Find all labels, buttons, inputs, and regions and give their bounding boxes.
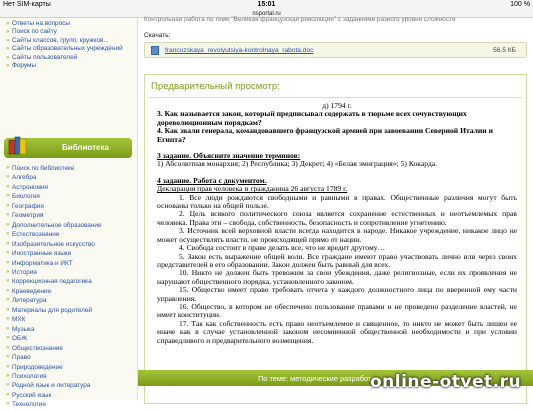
bullet-icon: » — [6, 174, 10, 181]
related-materials-label: По теме: методические разработки... — [258, 374, 385, 383]
bullet-icon: » — [6, 29, 10, 36]
main-content — [138, 18, 533, 400]
bullet-icon: » — [6, 382, 10, 389]
preview-panel — [144, 74, 527, 404]
article-4: 4. Свобода состоит в праве делать все, что не вредит другому… — [179, 243, 386, 253]
battery-indicator: 100 % — [510, 1, 530, 8]
bullet-icon: » — [6, 193, 10, 200]
divider — [149, 97, 522, 98]
sidebar-link[interactable]: » Форумы — [6, 62, 37, 70]
library-link[interactable]: » Право — [6, 354, 31, 362]
bullet-icon: » — [6, 63, 10, 70]
library-link[interactable]: » Биология — [6, 193, 40, 201]
bullet-icon: » — [6, 202, 10, 209]
article-2: 2. Цель всякого политического союза является сохранение естественных и неотъемлемых прав человека. Права эти – свобода, собственность, безопасность и сопротивление угнетению. — [157, 209, 517, 227]
bullet-icon: » — [6, 325, 10, 332]
library-header[interactable] — [4, 138, 132, 158]
library-links — [2, 164, 134, 410]
library-link[interactable]: » Алгебра — [6, 174, 37, 182]
task-4-document-title: Декларация прав человека и гражданина 26 августа 1789 г. — [157, 184, 348, 194]
bullet-icon: » — [6, 268, 10, 275]
books-icon — [7, 134, 29, 156]
library-link[interactable]: » Музыка — [6, 325, 35, 333]
article-10: 10. Никто не должен быть тревожим за свои убеждения, даже религиозные, если их проявления не нарушают общественного порядка, установленного законом. — [157, 268, 517, 286]
bullet-icon: » — [6, 372, 10, 379]
bullet-icon: » — [6, 37, 10, 44]
status-bar — [0, 0, 533, 10]
address-bar[interactable]: nsportal.ru — [0, 10, 533, 18]
library-link[interactable]: » Материалы для родителей — [6, 306, 93, 314]
sidebar-link[interactable]: » Сайты классов, групп, кружков... — [6, 36, 109, 44]
question-4: 4. Как звали генерала, командовавшего французской армией при завоевании Северной Италии и Египта? — [157, 126, 493, 144]
library-title: Библиотека — [62, 143, 109, 152]
article-17: 17. Так как собственность есть право неотъемлемое и священное, то никто не может быть лишен ее иначе как в случае установленной законом несомненной общественной необходимости и при условии справедливого и предварительного возмещения. — [157, 318, 517, 345]
preview-title: Предварительный просмотр: — [151, 81, 280, 92]
bullet-icon: » — [6, 165, 10, 171]
task-3-terms: 1) Абсолютная монархия; 2) Республика; 3) Декрет; 4) «Белая эмиграция»; 5) Кокарда. — [157, 159, 438, 169]
carrier-label: Нет SIM-карты — [3, 1, 51, 8]
library-link[interactable]: » Краеведение — [6, 287, 52, 295]
sidebar — [0, 18, 138, 409]
bullet-icon: » — [6, 335, 10, 342]
watermark-logo: online-otvet.ru — [370, 372, 522, 392]
file-size: 56.5 КБ — [493, 47, 516, 54]
bullet-icon: » — [6, 54, 10, 61]
library-link[interactable]: » ОБЖ — [6, 335, 28, 343]
library-link[interactable]: » Геометрия — [6, 212, 44, 220]
library-link[interactable]: » Астрономия — [6, 183, 49, 191]
bullet-icon: » — [6, 21, 10, 27]
bullet-icon: » — [6, 297, 10, 304]
bullet-icon: » — [6, 278, 10, 285]
library-link[interactable]: » Информатика и ИКТ — [6, 259, 73, 267]
task-4-title: 4 задание. Работа с документом. — [157, 175, 267, 185]
bullet-icon: » — [6, 221, 10, 228]
clock: 15:01 — [257, 1, 276, 8]
bullet-icon: » — [6, 306, 10, 313]
bullet-icon: » — [6, 316, 10, 323]
library-link[interactable]: » Литература — [6, 297, 47, 305]
library-link[interactable]: » Природоведение — [6, 363, 63, 371]
article-1: 1. Все люди рождаются свободными и равными в правах. Общественные различия могут быть основаны только на общей пользе. — [157, 192, 517, 211]
file-attachment — [144, 42, 527, 58]
bullet-icon: » — [6, 401, 10, 408]
bullet-icon: » — [6, 240, 10, 247]
sidebar-top-links — [2, 20, 134, 70]
library-link[interactable]: » Технология — [6, 401, 46, 409]
task-3-title: 3 задание. Объясните значение терминов: — [157, 151, 301, 161]
bullet-icon: » — [6, 231, 10, 238]
article-5: 5. Закон есть выражение общей воли. Все граждане имеют право участвовать лично или через своих представителей в его образовании. Закон должен быть равный для всех. — [157, 251, 517, 269]
article-15: 15. Общество имеет право требовать отчета у каждого должностного лица по вверенной ему части управления. — [157, 285, 517, 303]
article-16: 16. Общество, в котором не обеспечено пользование правами и не проведено разделение властей, не имеет конституции. — [157, 301, 517, 320]
bullet-icon: » — [6, 46, 10, 53]
question-3: 3. Как называется закон, который предписывал содержать в тюрьме всех сочувствующих дореволюционным порядкам? — [157, 109, 467, 127]
doc-file-icon — [151, 46, 159, 55]
sidebar-link[interactable]: » Сайты образовательных учреждений — [6, 45, 123, 53]
file-download-link[interactable]: francuzskaya_revolyutsiya-kontrolnaya_rabota.doc — [165, 47, 314, 54]
library-link[interactable]: » Коррекционная педагогика — [6, 278, 92, 286]
library-link[interactable]: » Русский язык — [6, 391, 52, 399]
bullet-icon: » — [6, 250, 10, 257]
sidebar-link[interactable]: » Поиск по сайту — [6, 28, 57, 36]
download-label: Скачать: — [144, 32, 171, 39]
library-link[interactable]: » История — [6, 268, 37, 276]
bullet-icon: » — [6, 259, 10, 266]
library-link[interactable]: » География — [6, 202, 44, 210]
bullet-icon: » — [6, 183, 10, 190]
library-link[interactable]: » Родной язык и литература — [6, 382, 91, 390]
bullet-icon: » — [6, 344, 10, 351]
sidebar-link[interactable]: » Сайты пользователей — [6, 53, 78, 61]
bullet-icon: » — [6, 354, 10, 361]
sidebar-link[interactable]: » Ответы на вопросы — [6, 20, 70, 27]
material-title: Контрольная работа по теме "Великая французская революция" с заданиями разного уровня сложности — [144, 16, 456, 23]
bullet-icon: » — [6, 287, 10, 294]
bullet-icon: » — [6, 391, 10, 398]
library-link[interactable]: » Естествознание — [6, 231, 60, 239]
bullet-icon: » — [6, 363, 10, 370]
library-link[interactable]: » Поиск по библиотеке — [6, 165, 75, 172]
library-link[interactable]: » Иностранные языки — [6, 250, 72, 258]
library-link[interactable]: » МХК — [6, 316, 26, 324]
library-link[interactable]: » Психология — [6, 372, 47, 380]
article-3: 3. Источник всей верховной власти всегда находится в народе. Никакое учреждение, никакое лицо не может осуществлять власти, не происходящей прямо от нации. — [157, 226, 517, 244]
bullet-icon: » — [6, 212, 10, 219]
library-link[interactable]: » Обществознание — [6, 344, 63, 352]
library-link[interactable]: » Изобразительное искусство — [6, 240, 95, 248]
date-line: д) 1794 г. — [322, 101, 352, 110]
document-preview — [157, 102, 517, 345]
library-link[interactable]: » Дополнительное образование — [6, 221, 102, 229]
